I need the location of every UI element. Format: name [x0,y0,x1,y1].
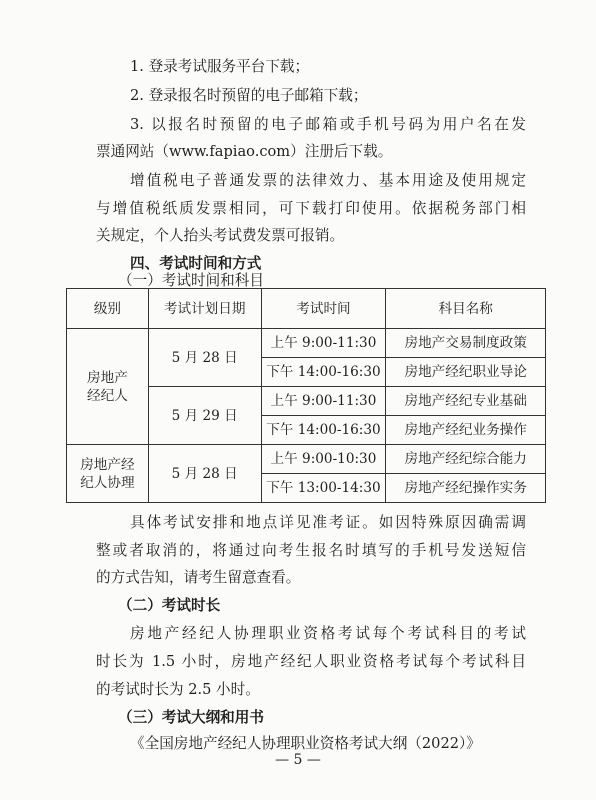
header-level: 级别 [67,289,149,329]
time-cell: 上午 9:00-10:30 [261,445,386,474]
level-label-line1: 房地产经 [80,456,135,473]
level-cell [67,445,149,503]
page-number: — 5 — [275,752,321,768]
date-cell: 5 月 29 日 [148,387,261,445]
subject-cell: 房地产经纪职业导论 [386,358,546,387]
table-row [67,329,546,358]
time-cell: 上午 9:00-11:30 [261,387,386,416]
syllabus-line: 《全国房地产经纪人协理职业资格考试大纲（2022）》 [130,735,481,752]
subject-cell: 房地产经纪业务操作 [386,416,546,445]
date-cell: 5 月 28 日 [148,445,261,503]
level-label-line2: 纪人协理 [80,474,135,491]
invoice-paragraph-line3: 关规定，个人抬头考试费发票可报销。 [96,227,345,244]
subsection-heading-1: （一）考试时间和科目 [118,272,264,289]
table-header-row [67,289,546,329]
subject-cell: 房地产交易制度政策 [386,329,546,358]
date-cell: 5 月 28 日 [148,329,261,387]
invoice-paragraph-line1: 增值税电子普通发票的法律效力、基本用途及使用规定 [130,172,526,189]
level-label-line1: 房地产 [87,369,128,386]
invoice-paragraph-line2: 与增值税纸质发票相同，可下载打印使用。依据税务部门相 [96,200,526,217]
header-time: 考试时间 [261,289,386,329]
subject-cell: 房地产经纪综合能力 [386,445,546,474]
header-date: 考试计划日期 [148,289,261,329]
list-item-3-line2: 票通网站（www.fapiao.com）注册后下载。 [96,143,393,160]
list-item-1: 1. 登录考试服务平台下载； [130,58,310,75]
header-subject: 科目名称 [386,289,546,329]
duration-paragraph-line1: 房地产经纪人协理职业资格考试每个考试科目的考试 [130,625,526,642]
exam-schedule-table [66,288,546,503]
list-item-3-line1: 3. 以报名时预留的电子邮箱或手机号码为用户名在发 [130,116,526,133]
section-heading: 四、考试时间和方式 [130,255,262,272]
level-cell [67,329,149,445]
list-item-2: 2. 登录报名时预留的电子邮箱下载； [130,87,368,104]
subsection-heading-2: （二）考试时长 [118,597,221,614]
duration-paragraph-line3: 的考试时长为 2.5 小时。 [96,681,260,698]
subject-cell: 房地产经纪操作实务 [386,474,546,503]
time-cell: 下午 13:00-14:30 [261,474,386,503]
table-row [67,445,546,474]
time-cell: 上午 9:00-11:30 [261,329,386,358]
duration-paragraph-line2: 时长为 1.5 小时，房地产经纪人职业资格考试每个考试科目 [96,653,526,670]
time-cell: 下午 14:00-16:30 [261,416,386,445]
arrangement-paragraph-line2: 整或者取消的，将通过向考生报名时填写的手机号发送短信 [96,542,526,559]
level-label-line2: 经纪人 [87,387,128,404]
subject-cell: 房地产经纪专业基础 [386,387,546,416]
arrangement-paragraph-line3: 的方式告知，请考生留意查看。 [96,569,301,586]
arrangement-paragraph-line1: 具体考试安排和地点详见准考证。如因特殊原因确需调 [130,514,526,531]
time-cell: 下午 14:00-16:30 [261,358,386,387]
subsection-heading-3: （三）考试大纲和用书 [118,709,264,726]
